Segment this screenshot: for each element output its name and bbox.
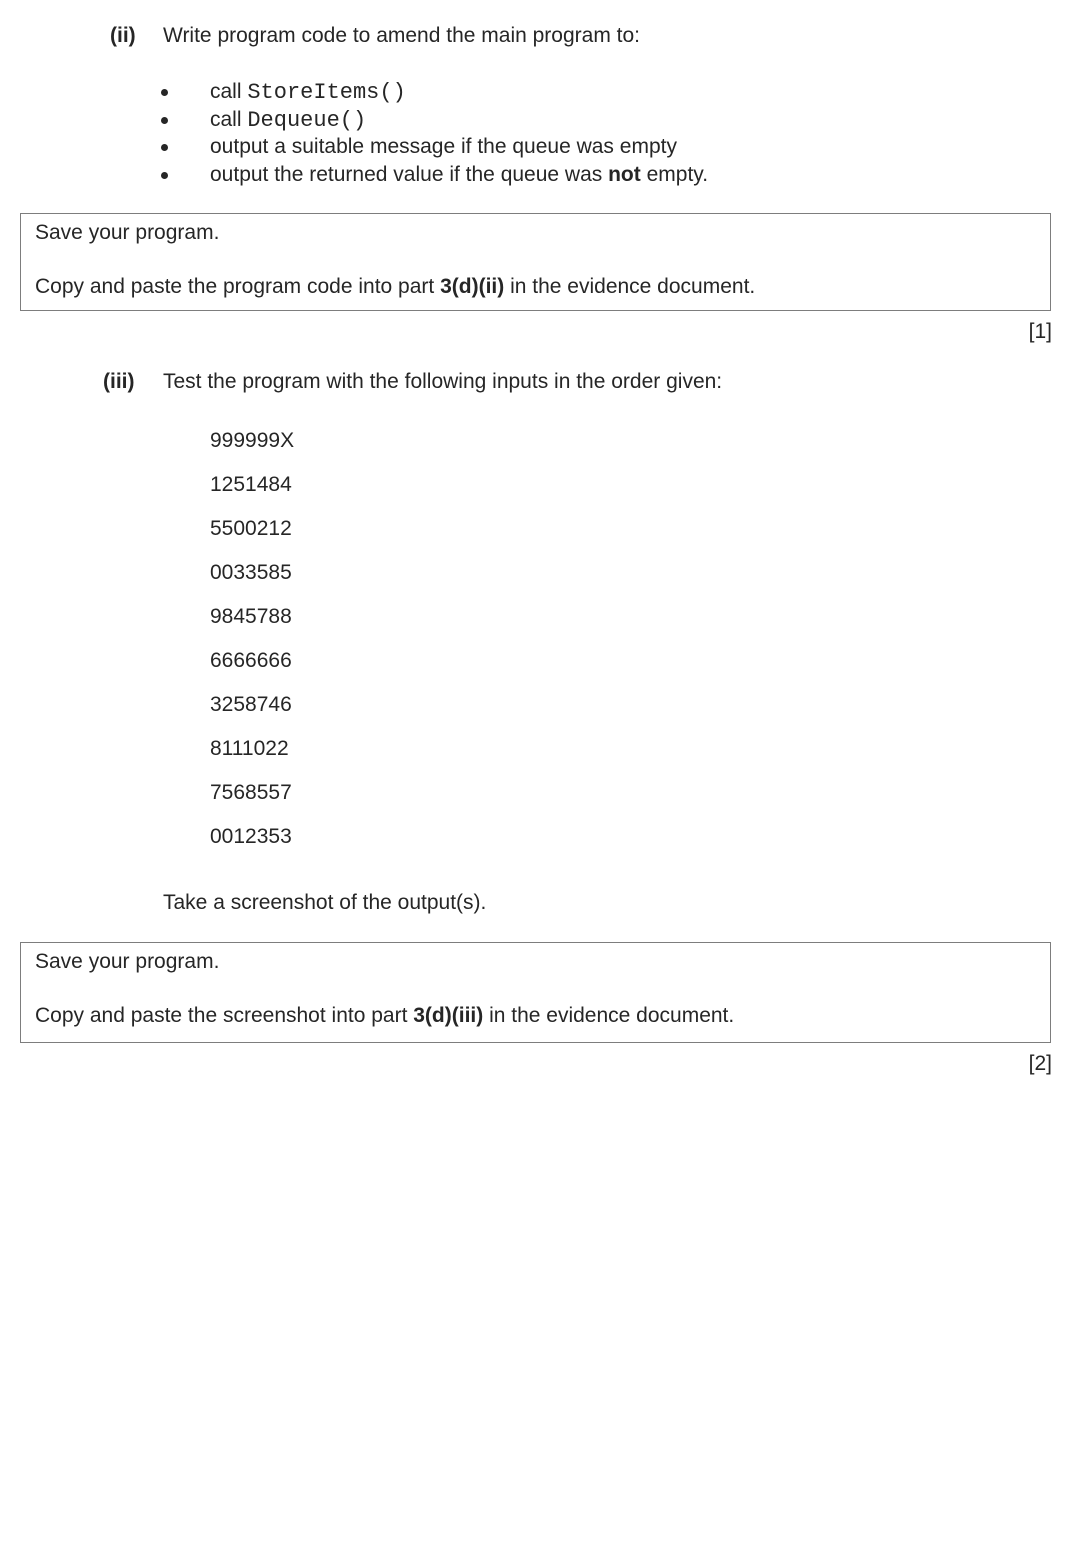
part-reference: 3(d)(ii) bbox=[440, 275, 505, 298]
test-input-value: 999999X bbox=[210, 429, 295, 452]
save-instruction-box-ii bbox=[20, 213, 1051, 311]
test-input-value: 3258746 bbox=[210, 693, 292, 716]
copy-paste-pre: Copy and paste the program code into part bbox=[35, 275, 441, 298]
part-iii-label: (iii) bbox=[103, 370, 135, 393]
part-ii-label: (ii) bbox=[110, 24, 136, 47]
test-input-value: 0033585 bbox=[210, 561, 292, 584]
part-iii-prompt: Test the program with the following inputs in the order given: bbox=[163, 370, 723, 393]
marks-part-iii: [2] bbox=[1028, 1052, 1052, 1075]
bullet-text: output the returned value if the queue was bbox=[210, 163, 609, 186]
save-instruction-box-iii bbox=[20, 942, 1051, 1043]
test-input-value: 7568557 bbox=[210, 781, 292, 804]
copy-paste-text bbox=[35, 276, 755, 298]
test-input-value: 6666666 bbox=[210, 649, 292, 672]
copy-paste-post: in the evidence document. bbox=[504, 275, 756, 298]
test-input-value: 0012353 bbox=[210, 825, 292, 848]
bullet-text: output a suitable message if the queue was empty bbox=[210, 135, 677, 158]
copy-paste-pre: Copy and paste the screenshot into part bbox=[35, 1004, 414, 1027]
code-storeitems: StoreItems() bbox=[247, 80, 406, 105]
part-ii-prompt: Write program code to amend the main program to: bbox=[163, 24, 641, 47]
bullet-item-output-not-empty bbox=[210, 164, 708, 186]
save-program-text: Save your program. bbox=[35, 221, 220, 244]
test-input-value: 1251484 bbox=[210, 473, 292, 496]
bullet-text: call bbox=[210, 80, 248, 103]
part-reference: 3(d)(iii) bbox=[413, 1004, 484, 1027]
marks-part-ii: [1] bbox=[1028, 320, 1052, 343]
bullet-dot-icon bbox=[161, 172, 168, 179]
test-inputs-list bbox=[210, 419, 294, 859]
copy-paste-post: in the evidence document. bbox=[483, 1004, 735, 1027]
bullet-text: empty. bbox=[640, 163, 709, 186]
save-program-text: Save your program. bbox=[35, 950, 220, 973]
test-input-value: 5500212 bbox=[210, 517, 292, 540]
code-dequeue: Dequeue() bbox=[247, 108, 367, 133]
copy-paste-text bbox=[35, 1005, 734, 1027]
bullet-dot-icon bbox=[161, 89, 168, 96]
bullet-dot-icon bbox=[161, 117, 168, 124]
bullet-dot-icon bbox=[161, 144, 168, 151]
bullet-text-bold: not bbox=[608, 163, 641, 186]
bullet-item-call-dequeue bbox=[210, 109, 366, 132]
bullet-item-output-empty bbox=[210, 136, 677, 158]
screenshot-instruction: Take a screenshot of the output(s). bbox=[163, 891, 487, 914]
test-input-value: 8111022 bbox=[210, 737, 289, 760]
bullet-item-call-storeitems bbox=[210, 81, 406, 104]
test-input-value: 9845788 bbox=[210, 605, 292, 628]
bullet-text: call bbox=[210, 108, 248, 131]
